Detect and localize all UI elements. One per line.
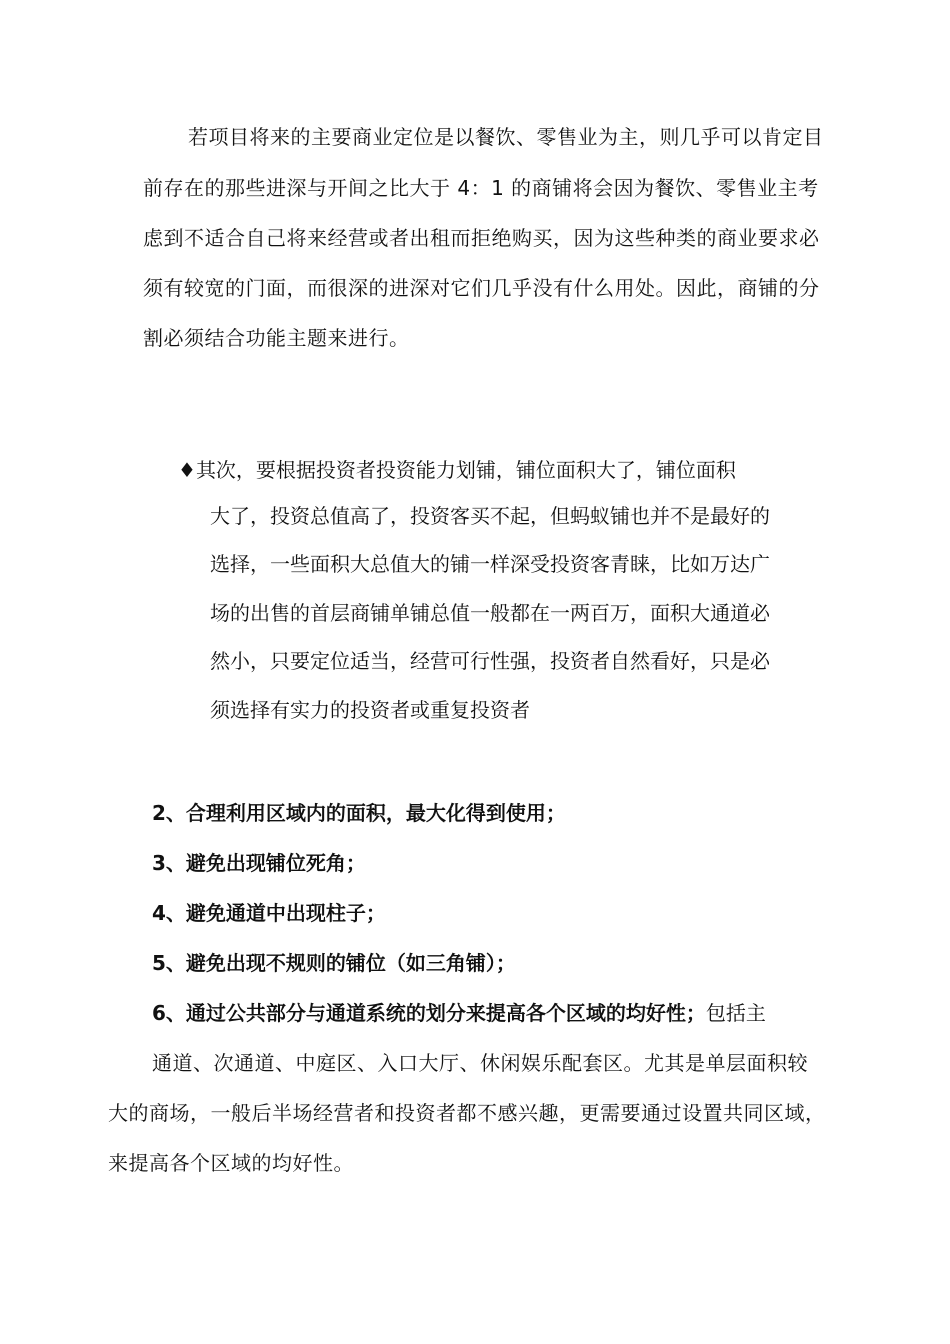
paragraph1-line-2: 前存在的那些进深与开间之比大于 4：1 的商铺将会因为餐饮、零售业主考 — [143, 176, 819, 200]
list-item-2: 2、合理利用区域内的面积，最大化得到使用； — [152, 801, 566, 825]
list-item-3: 3、避免出现铺位死角； — [152, 851, 366, 875]
list-continuation-line-2: 大的商场，一般后半场经营者和投资者都不感兴趣，更需要通过设置共同区域， — [108, 1101, 826, 1125]
paragraph2-line-5: 然小，只要定位适当，经营可行性强，投资者自然看好，只是必 — [210, 649, 770, 673]
paragraph1-line-5: 割必须结合功能主题来进行。 — [143, 326, 410, 350]
paragraph2-line-4: 场的出售的首层商铺单铺总值一般都在一两百万，面积大通道必 — [210, 601, 770, 625]
list-item-6 — [152, 1001, 766, 1025]
paragraph1-line-3: 虑到不适合自己将来经营或者出租而拒绝购买，因为这些种类的商业要求必 — [143, 226, 820, 250]
paragraph1-line-4: 须有较宽的门面，而很深的进深对它们几乎没有什么用处。因此，商铺的分 — [143, 276, 820, 300]
list-item-6-rest: 包括主 — [705, 1001, 766, 1025]
paragraph2-line-6: 须选择有实力的投资者或重复投资者 — [210, 698, 530, 722]
paragraph1-line-1: 若项目将来的主要商业定位是以餐饮、零售业为主，则几乎可以肯定目 — [188, 125, 824, 149]
list-item-6-bold: 6、通过公共部分与通道系统的划分来提高各个区域的均好性； — [152, 1001, 706, 1025]
list-item-4: 4、避免通道中出现柱子； — [152, 901, 386, 925]
diamond-bullet-icon: ♦ — [178, 458, 196, 482]
list-item-5: 5、避免出现不规则的铺位（如三角铺）； — [152, 951, 516, 975]
paragraph2-first-line-text: 其次，要根据投资者投资能力划铺，铺位面积大了，铺位面积 — [195, 458, 736, 482]
paragraph2-line-2: 大了，投资总值高了，投资客买不起，但蚂蚁铺也并不是最好的 — [210, 504, 770, 528]
list-continuation-line-3: 来提高各个区域的均好性。 — [108, 1151, 354, 1175]
paragraph2-line-3: 选择，一些面积大总值大的铺一样深受投资客青睐，比如万达广 — [210, 552, 770, 576]
list-continuation-line-1: 通道、次通道、中庭区、入口大厅、休闲娱乐配套区。尤其是单层面积较 — [152, 1051, 808, 1075]
paragraph2-first-line — [178, 458, 736, 482]
